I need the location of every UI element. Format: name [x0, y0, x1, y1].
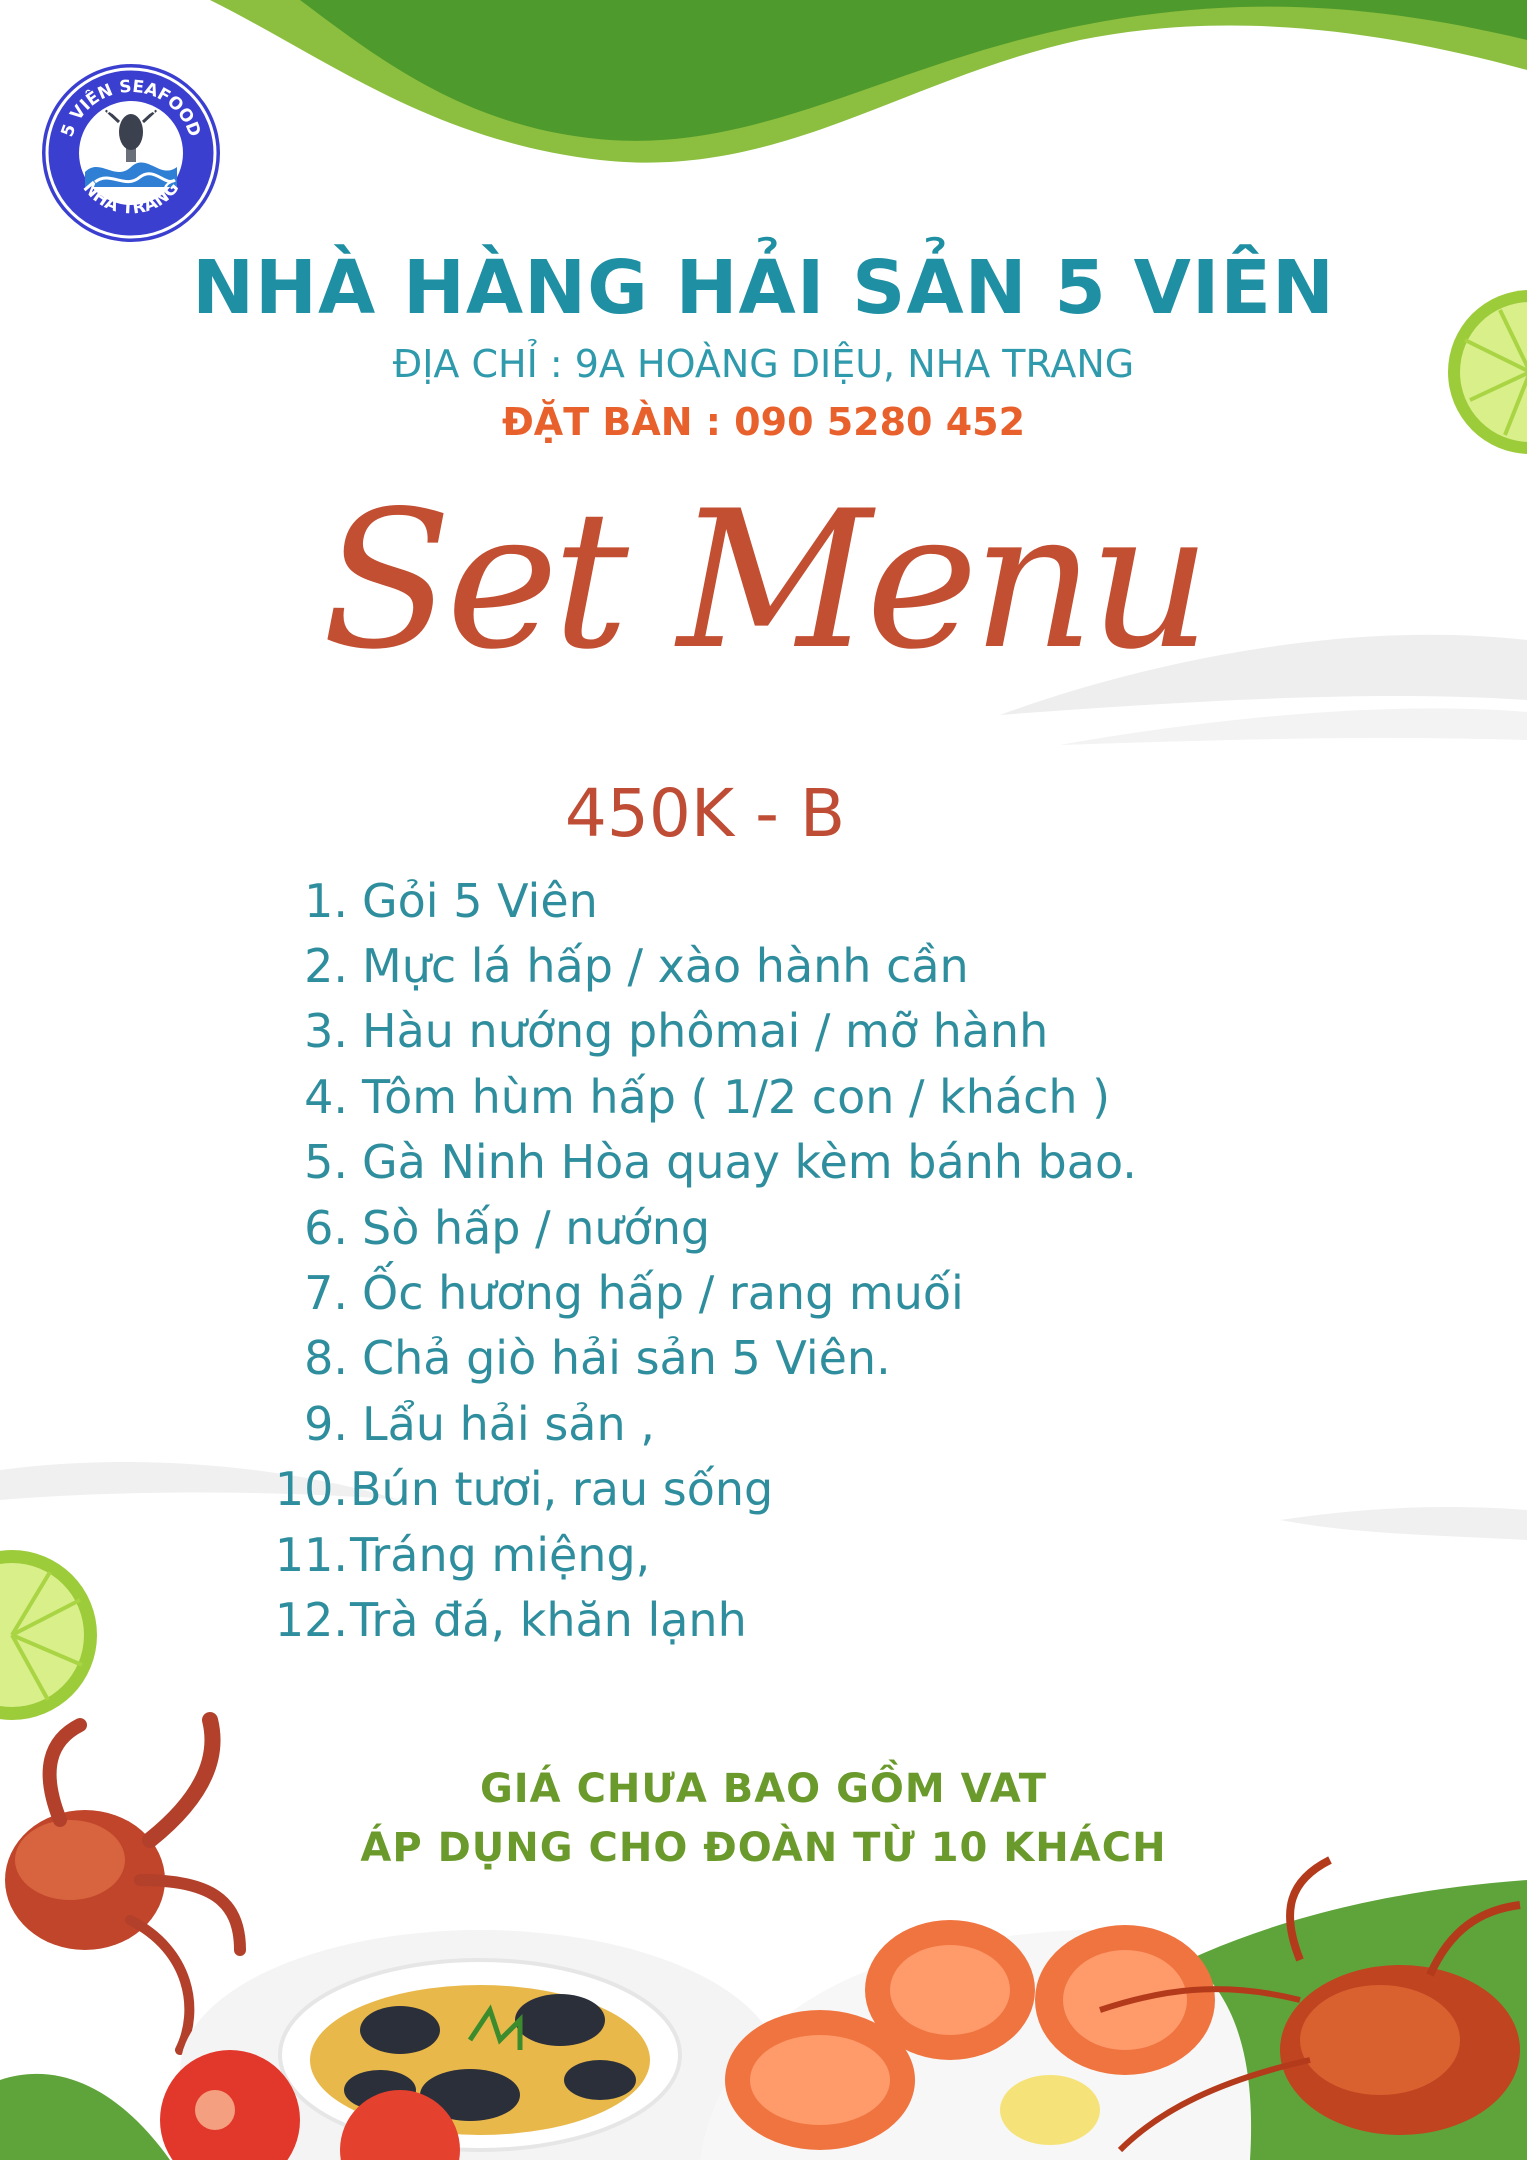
lime-left-icon — [0, 1550, 97, 1720]
item-text: Gỏi 5 Viên — [362, 873, 598, 928]
list-item — [280, 1260, 1280, 1325]
logo-lettering — [40, 62, 222, 244]
item-text: Chả giò hải sản 5 Viên. — [362, 1331, 891, 1386]
item-number: 5. — [304, 1135, 348, 1190]
list-item — [280, 999, 1280, 1064]
salmon-icon — [700, 1920, 1251, 2160]
brush-stroke — [1280, 1507, 1527, 1540]
menu-list — [274, 868, 1280, 1653]
list-item — [280, 1195, 1280, 1260]
restaurant-address: ĐỊA CHỈ : 9A HOÀNG DIỆU, NHA TRANG — [392, 342, 1135, 386]
item-text: Sò hấp / nướng — [362, 1200, 711, 1255]
logo-top-text: 5 VIÊN SEAFOOD — [57, 76, 205, 140]
item-text: Tôm hùm hấp ( 1/2 con / khách ) — [362, 1069, 1111, 1124]
item-number: 11. — [274, 1527, 348, 1582]
item-number: 3. — [304, 1004, 348, 1059]
list-item — [268, 1587, 1280, 1652]
list-item — [268, 1522, 1280, 1587]
logo-stars: ★★★★★ — [104, 103, 158, 117]
vat-note: GIÁ CHƯA BAO GỒM VAT — [479, 1766, 1048, 1812]
logo-bottom-text: NHA TRANG — [78, 178, 184, 219]
item-text: Mực lá hấp / xào hành cần — [362, 939, 969, 994]
item-number: 1. — [304, 873, 348, 928]
list-item — [280, 1064, 1280, 1129]
list-item — [280, 1391, 1280, 1456]
restaurant-title: NHÀ HÀNG HẢI SẢN 5 VIÊN — [192, 245, 1335, 331]
item-number: 9. — [304, 1396, 348, 1451]
svg-text:NHA TRANG — [79, 178, 184, 219]
item-number: 8. — [304, 1331, 348, 1386]
item-text: Gà Ninh Hòa quay kèm bánh bao. — [362, 1135, 1137, 1190]
item-number: 12. — [274, 1592, 348, 1647]
list-item — [280, 1326, 1280, 1391]
item-text: Lẩu hải sản , — [362, 1396, 655, 1451]
group-note: ÁP DỤNG CHO ĐOÀN TỪ 10 KHÁCH — [360, 1825, 1167, 1871]
booking-phone: ĐẶT BÀN : 090 5280 452 — [501, 400, 1026, 444]
list-item — [280, 1130, 1280, 1195]
menu-price: 450K - B — [564, 775, 846, 852]
item-text: Hàu nướng phômai / mỡ hành — [362, 1004, 1049, 1059]
item-number: 4. — [304, 1069, 348, 1124]
item-number: 6. — [304, 1200, 348, 1255]
item-number: 2. — [304, 939, 348, 994]
set-menu-heading: Set Menu — [321, 470, 1206, 691]
list-item — [280, 868, 1280, 933]
item-text: Bún tươi, rau sống — [350, 1462, 774, 1517]
brush-stroke — [1060, 708, 1527, 745]
item-text: Trà đá, khăn lạnh — [350, 1592, 747, 1647]
item-text: Ốc hương hấp / rang muối — [362, 1266, 964, 1321]
item-number: 7. — [304, 1266, 348, 1321]
item-text: Tráng miệng, — [350, 1527, 651, 1582]
item-number: 10. — [274, 1462, 348, 1517]
list-item — [268, 1457, 1280, 1522]
list-item — [280, 933, 1280, 998]
logo — [40, 62, 222, 244]
bottom-wave — [0, 2074, 170, 2160]
